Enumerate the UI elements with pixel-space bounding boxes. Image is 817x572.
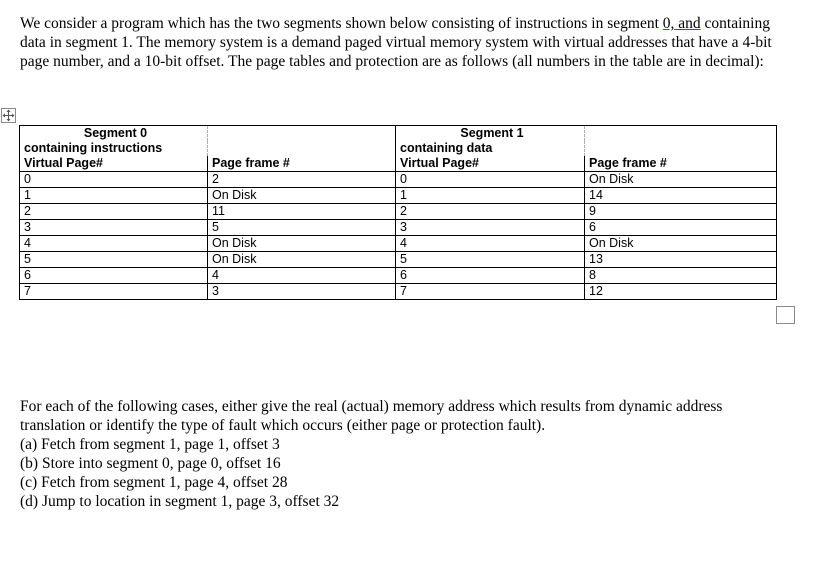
seg0-page-frame: On Disk — [208, 252, 396, 268]
seg1-page-frame: 8 — [585, 268, 777, 284]
seg1-virtual-page: 1 — [396, 188, 585, 204]
seg0-page-frame: 4 — [208, 268, 396, 284]
seg1-virtual-page: 7 — [396, 284, 585, 300]
question-prompt: For each of the following cases, either give the real (actual) memory address which results from dynamic address translation or identify the type of fault which occurs (either page or protection fault). — [20, 398, 723, 434]
seg1-page-frame: 12 — [585, 284, 777, 300]
seg1-virtual-page-header: Virtual Page# — [396, 156, 585, 172]
header-spacer — [208, 126, 396, 142]
seg1-page-frame-header: Page frame # — [585, 156, 777, 172]
seg0-page-frame: 3 — [208, 284, 396, 300]
seg1-virtual-page: 3 — [396, 220, 585, 236]
seg1-virtual-page: 5 — [396, 252, 585, 268]
seg1-page-frame: 6 — [585, 220, 777, 236]
question-item-a: (a) Fetch from segment 1, page 1, offset 3 — [20, 436, 280, 453]
seg0-page-frame-header: Page frame # — [208, 156, 396, 172]
segment-0-reference: 0, and — [662, 15, 701, 32]
table-row — [20, 252, 777, 268]
segment-0-subtitle: containing instructions — [20, 141, 208, 156]
table-move-handle[interactable] — [1, 108, 16, 123]
table-header-row-2 — [20, 141, 777, 156]
seg0-virtual-page: 0 — [20, 172, 208, 188]
header-spacer — [585, 141, 777, 156]
segment-1-subtitle: containing data — [396, 141, 585, 156]
table-row — [20, 236, 777, 252]
seg0-page-frame: On Disk — [208, 188, 396, 204]
segment-1-title: Segment 1 — [396, 126, 585, 142]
seg0-virtual-page: 6 — [20, 268, 208, 284]
seg0-page-frame: 5 — [208, 220, 396, 236]
table-header-row-3 — [20, 156, 777, 172]
intro-paragraph — [20, 14, 780, 71]
seg1-page-frame: On Disk — [585, 172, 777, 188]
table-row — [20, 220, 777, 236]
table-row — [20, 284, 777, 300]
segment-0-title: Segment 0 — [20, 126, 208, 142]
seg0-virtual-page-header: Virtual Page# — [20, 156, 208, 172]
table-header-row-1 — [20, 126, 777, 142]
seg1-virtual-page: 2 — [396, 204, 585, 220]
move-icon — [2, 109, 15, 122]
table-resize-handle[interactable] — [776, 306, 795, 324]
seg1-page-frame: 13 — [585, 252, 777, 268]
seg1-page-frame: On Disk — [585, 236, 777, 252]
header-spacer — [208, 141, 396, 156]
seg1-virtual-page: 4 — [396, 236, 585, 252]
seg1-page-frame: 9 — [585, 204, 777, 220]
seg0-virtual-page: 2 — [20, 204, 208, 220]
intro-text-start: We consider a program which has the two segments shown below consisting of instructions in segment — [20, 15, 663, 32]
seg1-virtual-page: 6 — [396, 268, 585, 284]
question-block — [20, 397, 780, 511]
header-spacer — [585, 126, 777, 142]
intro-text-end: containing data in segment 1. The memory system is a demand paged virtual memory system with virtual addresses that have a 4-bit page number, and a 10-bit offset. The page tables and protection are as follows (all numbers in the table are in decimal): — [20, 15, 772, 70]
seg0-page-frame: On Disk — [208, 236, 396, 252]
table-row — [20, 188, 777, 204]
table-row — [20, 172, 777, 188]
seg0-page-frame: 11 — [208, 204, 396, 220]
question-item-b: (b) Store into segment 0, page 0, offset 16 — [20, 455, 281, 472]
question-item-d: (d) Jump to location in segment 1, page 3, offset 32 — [20, 493, 340, 510]
seg1-virtual-page: 0 — [396, 172, 585, 188]
table-row — [20, 268, 777, 284]
seg0-virtual-page: 5 — [20, 252, 208, 268]
seg1-page-frame: 14 — [585, 188, 777, 204]
seg0-virtual-page: 7 — [20, 284, 208, 300]
seg0-virtual-page: 1 — [20, 188, 208, 204]
seg0-virtual-page: 3 — [20, 220, 208, 236]
question-item-c: (c) Fetch from segment 1, page 4, offset 28 — [20, 474, 288, 491]
table-row — [20, 204, 777, 220]
seg0-virtual-page: 4 — [20, 236, 208, 252]
seg0-page-frame: 2 — [208, 172, 396, 188]
page-table — [19, 125, 777, 300]
